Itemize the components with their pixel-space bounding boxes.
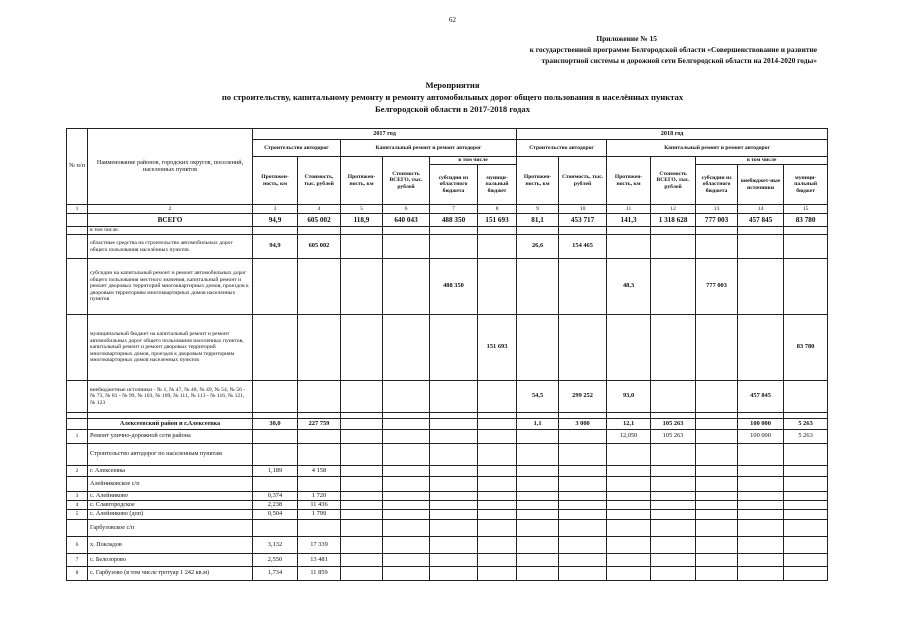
incl-row [67,227,828,235]
cell: 83 780 [784,214,828,227]
constr-section-label: Строительство автодорог по населенным пунктам [88,444,253,466]
table-row [67,501,828,510]
hdr-repair-2018: Капитальный ремонт и ремонт автодорог [607,140,828,157]
cell: 105 263 [651,419,696,430]
cell: 3 [67,492,88,501]
colnum: 7 [430,205,478,214]
cell: 1 799 [298,510,341,520]
table-row [67,466,828,477]
appendix-line3: транспортной системы и дорожной сети Белгородской области на 2014-2020 годы» [541,56,817,65]
table-row [67,510,828,520]
hdr-2017: 2017 год [253,129,517,140]
cell: 5 263 [784,419,828,430]
hdr-len-1: Протяжен-ность, км [253,157,298,205]
cell: 488 350 [430,214,478,227]
cell: 26,6 [517,235,559,259]
cell: с. Алейниково [88,492,253,501]
cell: 2 [67,466,88,477]
colnum: 3 [253,205,298,214]
colnum: 14 [738,205,784,214]
colnum: 13 [696,205,738,214]
cell: 12,050 [607,430,651,444]
cell: 105 263 [651,430,696,444]
section-row [67,520,828,537]
hdr-len-2: Протяжен-ность, км [341,157,383,205]
cell [67,214,88,227]
hdr-construction-2017: Строительство автодорог [253,140,341,157]
cell: 0,504 [253,510,298,520]
cell: 2,550 [253,554,298,567]
hdr-offbudget-2018: внебюджет-ные источники [738,165,784,205]
muni-row [67,315,828,381]
hdr-muni-2018: муници-пальный бюджет [784,165,828,205]
document-title [0,79,905,115]
cell: 100 000 [738,430,784,444]
colnum: 15 [784,205,828,214]
hdr-subsidy-2018: субсидии из областного бюджета [696,165,738,205]
title-line3: Белгородской области в 2017-2018 годах [374,104,530,114]
title-line2: по строительству, капитальному ремонту и ремонту автомобильных дорог общего пользования в населённых пунктах [221,92,684,102]
hdr-len-3: Протяжен-ность, км [517,157,559,205]
cell: 94,9 [253,214,298,227]
district-row [67,419,828,430]
cell: г. Алексеевка [88,466,253,477]
table-row [67,430,828,444]
cell: 1,189 [253,466,298,477]
subs-label: субсидии на капитальный ремонт и ремонт автомобильных дорог общего пользования местного значения, капитальный ремонт и ремонт дворовых территорий многоквартирных домов, проездов к дворовым территориям многоквартирных домов населенных пунктов [88,259,253,315]
cell: 0,374 [253,492,298,501]
colnum: 10 [559,205,607,214]
cell: 100 000 [738,419,784,430]
incl-label: в том числе: [88,227,253,235]
settlement-label: Алейниковское с/п [88,477,253,492]
hdr-name: Наименование районов, городских округов, поселений, населенных пунктов [88,129,253,205]
cell: 94,9 [253,235,298,259]
cell: 605 002 [298,235,341,259]
cell: 7 [67,554,88,567]
cell: 81,1 [517,214,559,227]
appendix-line1: Приложение № 15 [596,34,657,43]
cell: 488 350 [430,259,478,315]
cell: 5 [67,510,88,520]
cell: 5 263 [784,430,828,444]
cell: с. Алейниково (доп) [88,510,253,520]
cell: 93,0 [607,381,651,413]
cell: 457 845 [738,381,784,413]
hdr-incl-2017: в том числе [430,157,517,165]
hdr-subsidy-2017: субсидии из областного бюджета [430,165,478,205]
colnum: 9 [517,205,559,214]
appendix-header [530,33,817,66]
colnum: 12 [651,205,696,214]
cell: 141,3 [607,214,651,227]
cell: 457 845 [738,214,784,227]
cell: 8 [67,567,88,581]
cell: с. Белозорово [88,554,253,567]
cell: 30,0 [253,419,298,430]
colnum-row [67,205,828,214]
section-row [67,444,828,466]
cell: 54,5 [517,381,559,413]
cell: 1 [67,430,88,444]
colnum: 8 [478,205,517,214]
cell: 227 759 [298,419,341,430]
cell: 453 717 [559,214,607,227]
hdr-cost-3: Стоимость, тыс. рублей [559,157,607,205]
cell: 151 693 [478,315,517,381]
table-row [67,537,828,554]
hdr-construction-2018: Строительство автодорог [517,140,607,157]
hdr-muni-2017: муници-пальный бюджет [478,165,517,205]
table-row [67,567,828,581]
colnum: 6 [383,205,430,214]
cell: 48,3 [607,259,651,315]
hdr-cost-1: Стоимость, тыс. рублей [298,157,341,205]
roads-table [66,128,828,581]
page-number: 62 [449,16,456,24]
cell: 154 465 [559,235,607,259]
cell: 11 859 [298,567,341,581]
hdr-cost-total-4: Стоимость ВСЕГО, тыс. рублей [651,157,696,205]
obl-label: областные средства на строительство автомобильных дорог общего пользования населённых пунктов [88,235,253,259]
offb-row [67,381,828,413]
colnum: 4 [298,205,341,214]
cell: 4 158 [298,466,341,477]
total-row [67,214,828,227]
cell: 13 481 [298,554,341,567]
cell: 777 003 [696,214,738,227]
table-row [67,492,828,501]
settlement-label: Гарбузовское с/п [88,520,253,537]
cell: 83 780 [784,315,828,381]
cell: 151 693 [478,214,517,227]
cell: с. Гарбузово (в том числе тротуар 1 242 кв.м) [88,567,253,581]
hdr-num: № п/п [67,129,88,205]
cell: ВСЕГО [88,214,253,227]
cell: с. Славгородское [88,501,253,510]
hdr-repair-2017: Капитальный ремонт и ремонт автодорог [341,140,517,157]
cell: 1 318 628 [651,214,696,227]
cell: 1 720 [298,492,341,501]
subs-row [67,259,828,315]
cell: 4 [67,501,88,510]
cell: 17 339 [298,537,341,554]
cell: 3 000 [559,419,607,430]
section-row [67,477,828,492]
cell: 12,1 [607,419,651,430]
cell: 1,734 [253,567,298,581]
colnum: 2 [88,205,253,214]
hdr-2018: 2018 год [517,129,828,140]
cell: 1,1 [517,419,559,430]
cell: 3,132 [253,537,298,554]
cell: Ремонт улично-дорожной сети района [88,430,253,444]
cell: 6 [67,537,88,554]
hdr-len-4: Протяжен-ность, км [607,157,651,205]
cell: х. Покладов [88,537,253,554]
colnum: 11 [607,205,651,214]
hdr-cost-total-2: Стоимость ВСЕГО, тыс. рублей [383,157,430,205]
appendix-line2: к государственной программе Белгородской области «Совершенствование и развитие [529,45,817,54]
cell: 640 043 [383,214,430,227]
cell: 605 002 [298,214,341,227]
obl-row [67,235,828,259]
hdr-incl-2018: в том числе [696,157,828,165]
muni-label: муниципальный бюджет на капитальный ремонт и ремонт автомобильных дорог общего пользования населенных пунктов, капитальный ремонт и ремонт дворовых территорий многоквартирных домов, проездов к дворовым территориям многоквартирных домов населенных пунктов [88,315,253,381]
cell: 2,238 [253,501,298,510]
title-line1: Мероприятия [425,80,480,90]
cell: 299 252 [559,381,607,413]
colnum: 1 [67,205,88,214]
district-label: Алексеевский район и г.Алексеевка [88,419,253,430]
cell: 118,9 [341,214,383,227]
table-row [67,554,828,567]
offb-label: внебюджетные источники - № 1, № 47, № 48, № 49, № 54, № 56 - № 73, № 81 - № 99, № 103, № 109, № 111, № 113 - № 116, № 121, № 123 [88,381,253,413]
cell: 11 436 [298,501,341,510]
colnum: 5 [341,205,383,214]
cell: 777 003 [696,259,738,315]
